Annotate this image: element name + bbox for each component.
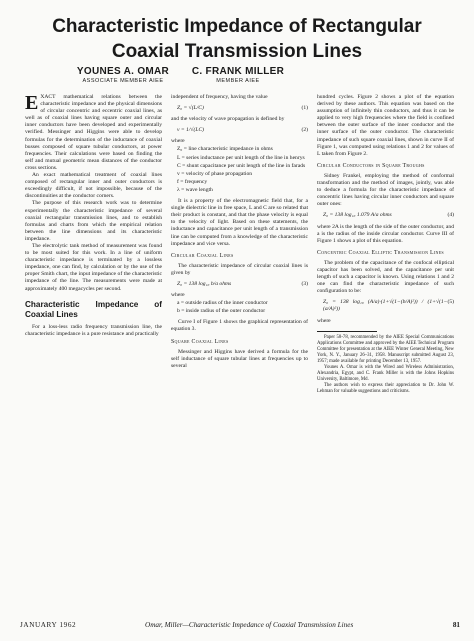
subsection-heading: Circular Conductors in Square Troughs [317,162,425,169]
equation-1-number: (1) [301,105,308,112]
body-paragraph: Sidney Frankel, employing the method of conformal transformation and the method of images, jointly, was able to deduce a formula for the characteristic impedance of concentric lines having circular inner conductors and square outer ones: [317,172,454,208]
footer-running-title: Omar, Miller—Characteristic Impedance of Coaxial Transmission Lines [145,621,354,629]
footer-date: JANUARY 1962 [20,621,77,629]
where-label: where [171,292,185,299]
body-paragraph: It is a property of the electromagnetic field that, for a single dielectric line in free space, L and C are so related that their product is constant, and that the phase velocity is equal to the velocity of light. Based on these statements, the inductance and capacitance per unit length of a transmission line can be computed from a knowledge of the characteristic impedance and vice versa. [171,198,308,247]
column-3 [317,94,454,395]
column-2 [171,94,308,370]
drop-cap: E [25,92,39,114]
equation-1 [177,105,308,112]
body-paragraph: hundred cycles. Figure 2 shows a plot of the equation derived by these authors. This equation was based on the assumption of infinitely thin conductors, and thus it can be applied to very high frequencies where the field is confined between the outer surface of the inner conductor and the inner surface of the outer conductor. The characteristic impedance of such square coaxial lines, shown in curve II of Figure 1, was computed using relations 1 and 2 for values of L taken from Figure 2. [317,94,454,157]
footnote: Younes A. Omar is with the Wired and Wireless Administration, Alexandria, Egypt, and C. Frank Miller is with the Johns Hopkins University, Baltimore, Md. [317,364,454,382]
column-1 [25,94,162,338]
definition-item: v = velocity of phase propagation [177,170,253,177]
equation-5-number: (5) [447,299,454,306]
equation-4-number: (4) [447,212,454,219]
body-paragraph: Messinger and Higgins have derived a formula for the self inductance of square tubular lines at frequencies up to several [171,348,308,369]
body-paragraph: The characteristic impedance of circular coaxial lines is given by [171,262,308,276]
equation-2 [177,127,308,134]
page-footer [20,621,460,631]
author-1-name: YOUNES A. OMAR [76,66,170,77]
equation-4 [323,212,454,219]
definition-item: Z₀ = line characteristic impedance in ohms [177,146,273,153]
definition-item: a = outside radius of the inner conductor [177,300,268,307]
footnote: Paper 58-78, recommended by the AIEE Special Communications Applications Committee and approved by the AIEE Technical Program Committee for presentation at the AIEE Winter General Meeting, New York, N. Y., January 26–31, 1958. Manuscript submitted August 23, 1957; made available for printing December 13, 1957. [317,334,454,364]
section-heading: Characteristic Impedance of Coaxial Lines [25,299,162,319]
where-label: where [317,317,331,324]
paper-title [0,14,474,64]
author-2-affiliation: MEMBER AIEE [216,78,260,84]
author-2-name: C. FRANK MILLER [191,66,285,77]
body-paragraph: and the velocity of wave propagation is defined by [171,116,285,123]
intro-paragraph [25,94,162,172]
body-paragraph: An exact mathematical treatment of coaxial lines composed of rectangular inner and outer conductors is exceedingly difficult, if not impossible, because of the discontinuities at the conductor corners. [25,172,162,200]
definition-item: f = frequency [177,178,208,185]
body-paragraph: where 2A is the length of the side of the outer conductor, and a is the radius of the inside circular conductor. Curve III of Figure 1 shows a plot of this equation. [317,223,454,244]
definition-item: L = series inductance per unit length of the line in henrys [177,154,305,161]
definition-item: λ = wave length [177,186,213,193]
body-paragraph: The purpose of this research work was to determine experimentally the characteristic impedance of several coaxial rectangular transmission lines, and to establish formulas and charts from which the empirical relation between the line dimensions and its characteristic impedance. [25,200,162,242]
subsection-heading: Square Coaxial Lines [171,338,229,345]
equation-3-body: Z₀ = 138 log₁₀ b/a ohms [177,280,232,287]
subsection-heading: Concentric Coaxial Elliptic Transmission Lines [317,249,444,256]
equation-2-number: (2) [301,127,308,134]
equation-4-body: Z₀ = 138 log₁₀ 1.079 A/a ohms [323,212,392,219]
equation-3-number: (3) [301,280,308,287]
definition-item: C = shunt capacitance per unit length of the line in farads [177,162,306,169]
equation-1-body: Z₀ = √(L/C) [177,105,204,112]
author-2 [158,66,318,84]
subsection-heading: Circular Coaxial Lines [171,252,234,259]
body-paragraph: independent of frequency, having the value [171,94,268,100]
equation-5 [323,299,454,313]
equation-2-body: v = 1/√(LC) [177,127,205,134]
title-line-1: Characteristic Impedance of Rectangular [52,16,422,37]
intro-text: XACT mathematical relations between the characteristic impedance and the physical dimensions of circular concentric and eccentric coaxial lines, as well as of coaxial lines having square outer and circular inner conductors have been developed and experimentally verified. Messinger and Higgins were able to develop formulas for the determination of the inductance of coaxial busses composed of square tubular conductors, at power frequencies. Their calculations were based on finding the self and mutual geometric mean distances of the conductor cross sections. [25,94,162,171]
page-number: 81 [452,621,460,629]
footnote-divider [317,331,377,332]
definition-item: b = inside radius of the outer conductor [177,308,266,315]
body-paragraph: The problem of the capacitance of the confocal elliptical capacitor has been solved, and the capacitance per unit length of such a capacitor is known. Using relations 1 and 2 one can find the characteristic impedance of such configuration to be: [317,259,454,295]
body-paragraph: The electrolytic tank method of measurement was found to be most suited for this work. In a line of uniform characteristic impedance is terminated by a lossless impedance, one can find, by calculation or by the use of the proper Smith chart, the input impedance of the characteristic impedance of the line. The measurements were made at approximately 400 megacycles per second. [25,242,162,292]
author-1-affiliation: ASSOCIATE MEMBER AIEE [82,78,164,84]
body-paragraph: For a loss-less radio frequency transmission line, the characteristic impedance is a pure resistance and practically [25,323,162,337]
equation-3 [177,281,308,288]
equation-5-body: Z₀ = 138 log₁₀ (A/a)·(1+√(1−(b/A)²)) / (1+√(1−(a/A)²)) [323,299,448,313]
body-paragraph: Curve I of Figure 1 shows the graphical representation of equation 3. [171,319,308,333]
footnote: The authors wish to express their appreciation to Dr. John W. Lehman for valuable suggestions and criticisms. [317,382,454,394]
title-line-2: Coaxial Transmission Lines [111,41,363,62]
where-label: where [171,138,185,145]
